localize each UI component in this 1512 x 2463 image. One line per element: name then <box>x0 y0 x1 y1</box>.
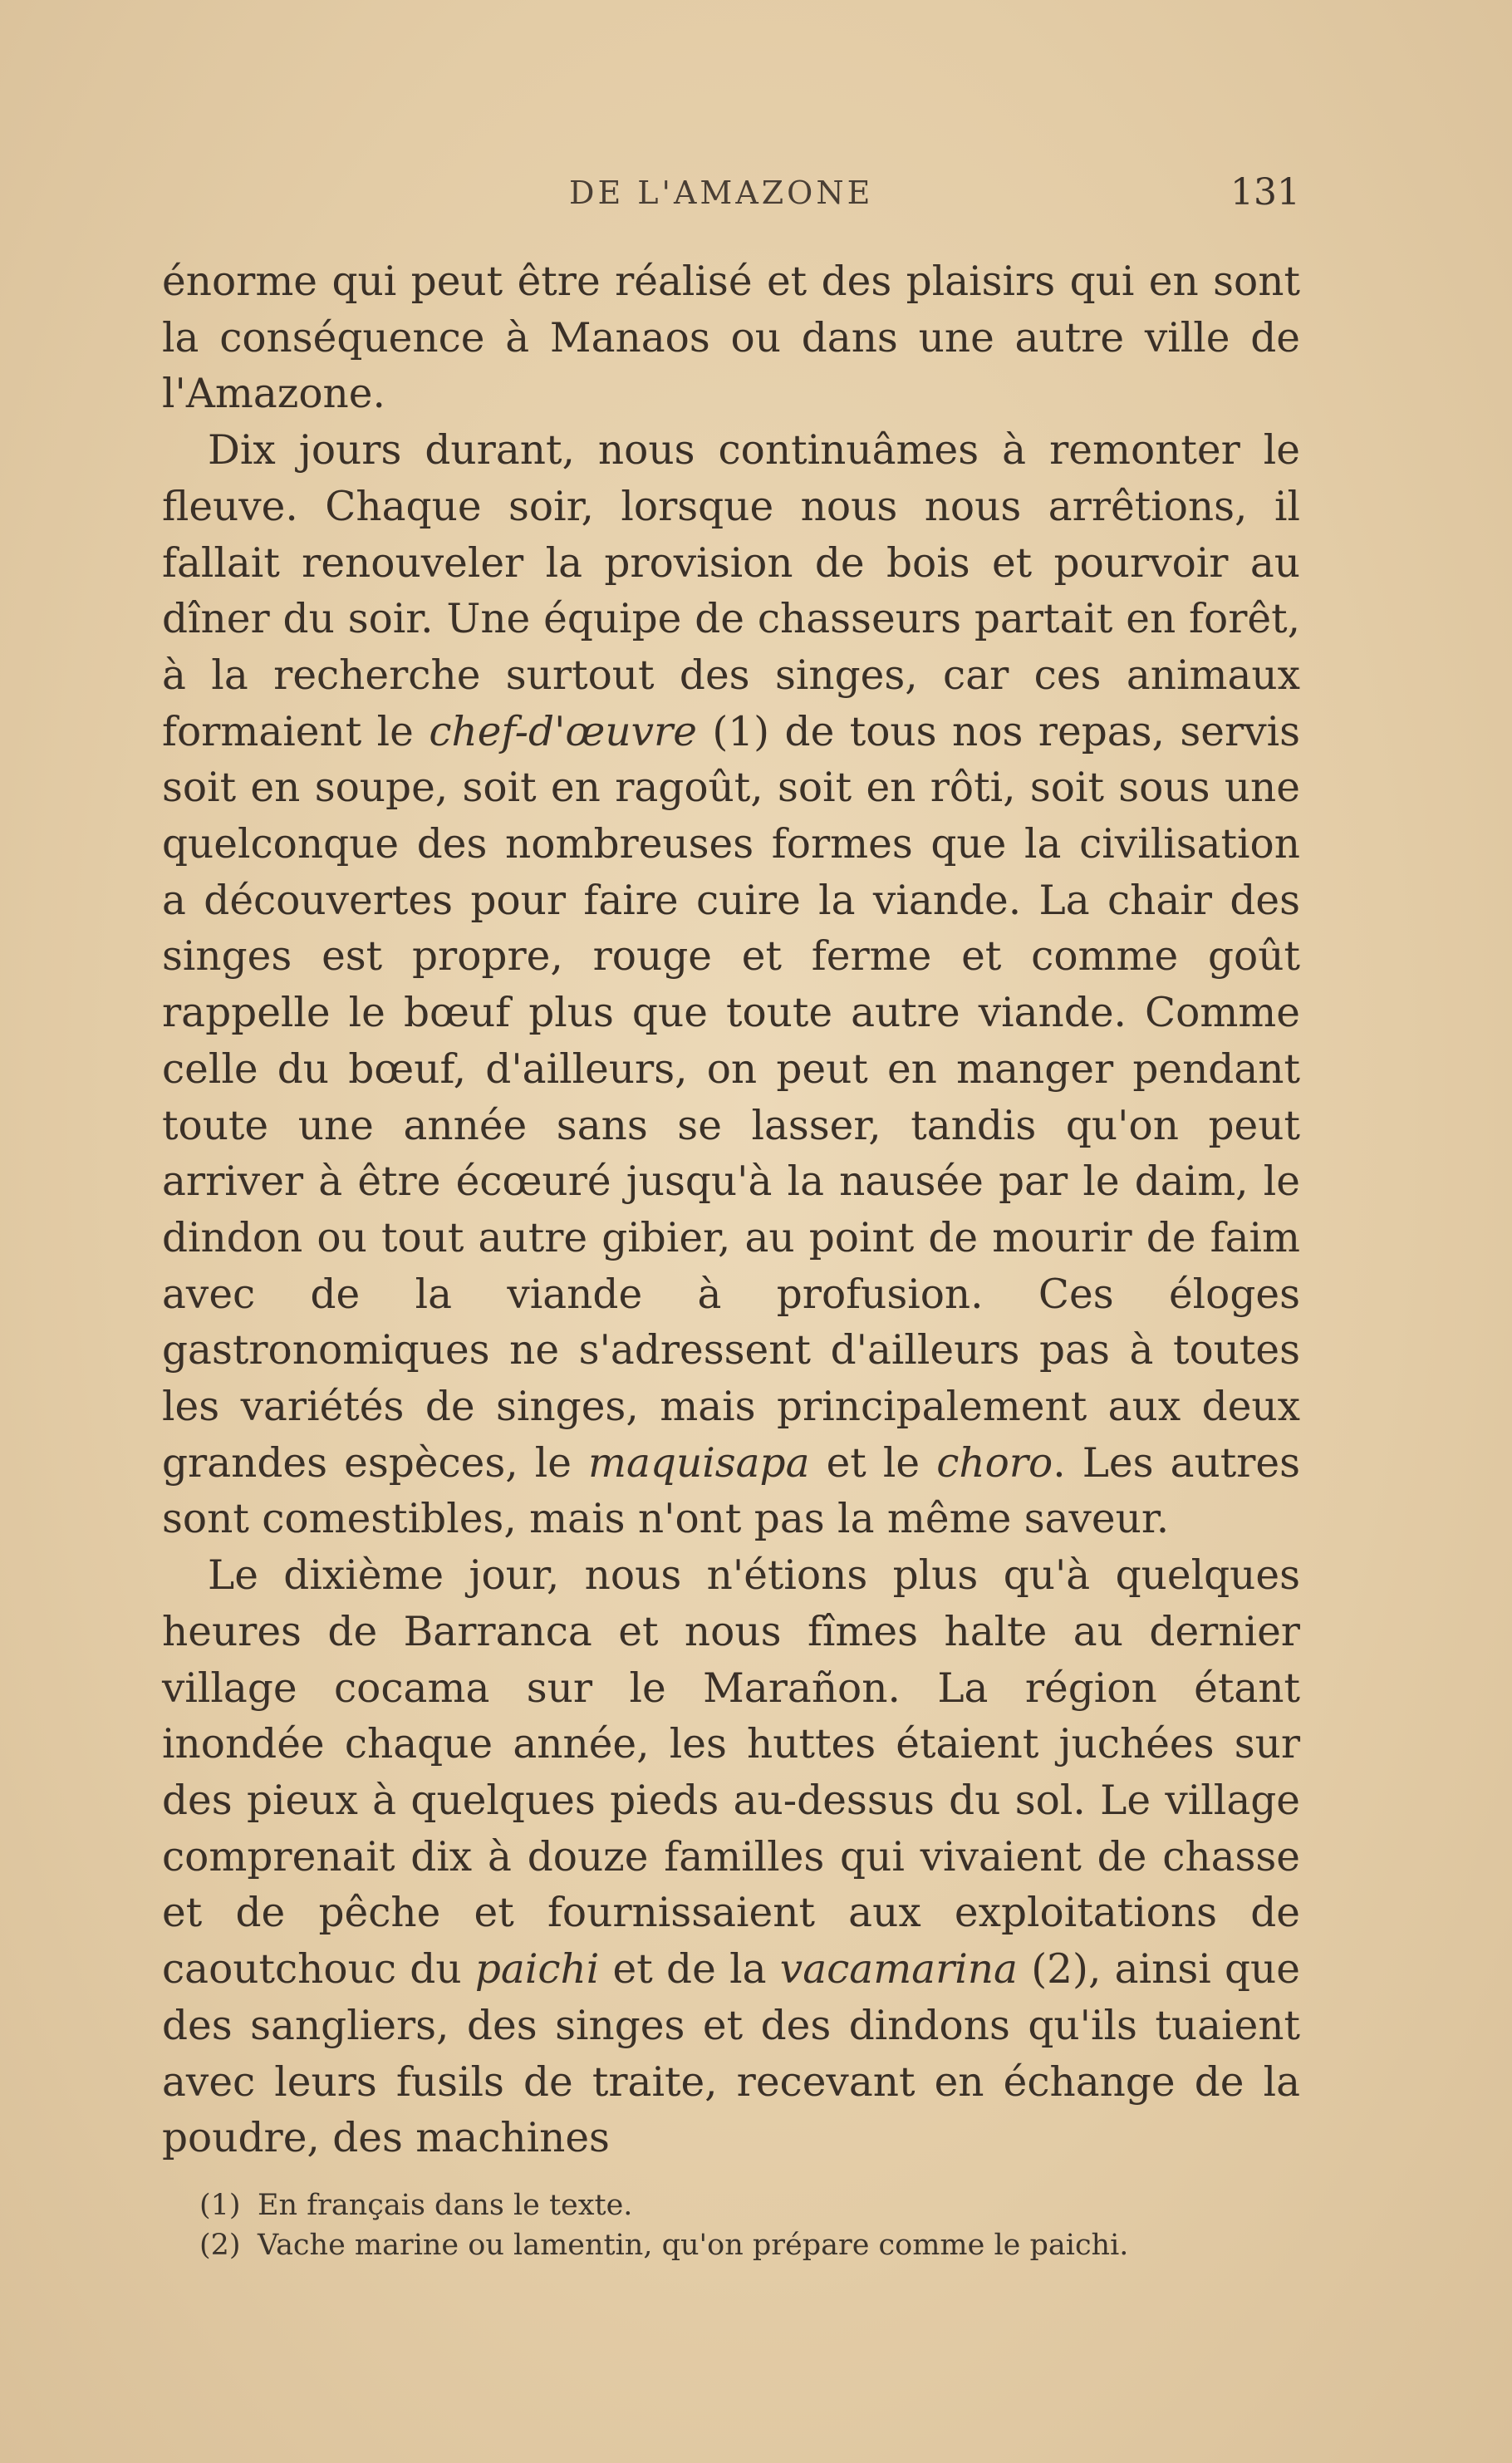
page-header <box>162 171 1300 221</box>
footnote-mark: (2) <box>199 2229 241 2262</box>
running-head: DE L'AMAZONE <box>569 175 874 211</box>
paragraph-1: énorme qui peut être réalisé et des plaisirs qui en sont la conséquence à Manaos ou dans une autre ville de l'Amazone. <box>162 258 1300 418</box>
body-text <box>162 254 1300 2167</box>
italic-term: maquisapa <box>588 1439 810 1487</box>
footnote-1 <box>199 2185 1313 2225</box>
footnote-2 <box>199 2225 1313 2265</box>
italic-term: choro <box>936 1439 1053 1487</box>
footnotes <box>199 2185 1313 2265</box>
footnote-text: En français dans le texte. <box>258 2189 633 2222</box>
footnote-mark: (1) <box>199 2189 241 2222</box>
italic-term: paichi <box>474 1946 600 1994</box>
italic-term: vacamarina <box>779 1946 1018 1994</box>
page-number: 131 <box>1230 171 1300 214</box>
italic-term: chef-d'œuvre <box>429 708 697 755</box>
footnote-text: Vache marine ou lamentin, qu'on prépare comme le paichi. <box>258 2229 1129 2262</box>
paragraph-2: Dix jours durant, nous continuâmes à remonter le fleuve. Chaque soir, lorsque nous nous arrêtions, il fallait renouveler la provision de bois et pourvoir au dîner du soir. Une équipe de chasseurs partait en forêt, à la recherche surtout des singes, car ces animaux formaient le chef-d'œuvre (1) de tous nos repas, servis soit en soupe, soit en ragoût, soit en rôti, soit sous une quelconque des nombreuses formes que la civilisation a découvertes pour faire cuire la viande. La chair des singes est propre, rouge et ferme et comme goût rappelle le bœuf plus que toute autre viande. Comme celle du bœuf, d'ailleurs, on peut en manger pendant toute une année sans se lasser, tandis qu'on peut arriver à être écœuré jusqu'à la nausée par le daim, le dindon ou tout autre gibier, au point de mourir de faim avec de la viande à profusion. Ces éloges gastronomiques ne s'adressent d'ailleurs pas à toutes les variétés de singes, mais principalement aux deux grandes espèces, le maquisapa et le choro. Les autres sont comestibles, mais n'ont pas la même saveur. <box>162 427 1301 1543</box>
paragraph-3: Le dixième jour, nous n'étions plus qu'à quelques heures de Barranca et nous fîmes halte au dernier village cocama sur le Marañon. La région étant inondée chaque année, les huttes étaient juchées sur des pieux à quelques pieds au-dessus du sol. Le village comprenait dix à douze familles qui vivaient de chasse et de pêche et fournissaient aux exploitations de caoutchouc du paichi et de la vacamarina (2), ainsi que des sangliers, des singes et des dindons qu'ils tuaient avec leurs fusils de traite, recevant en échange de la poudre, des machines <box>162 1552 1300 2162</box>
